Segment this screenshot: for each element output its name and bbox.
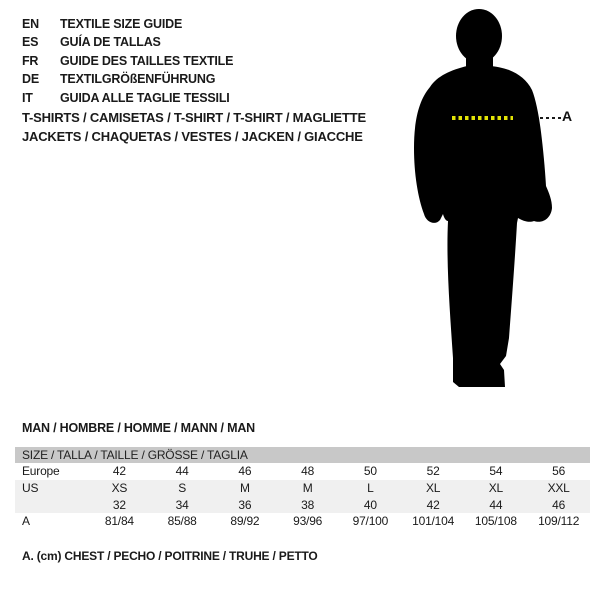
table-cell: 40 [363, 497, 377, 512]
table-cell: 46 [238, 464, 252, 478]
table-cell: 48 [301, 464, 315, 478]
table-cell: 105/108 [474, 514, 517, 529]
measurement-footnote: A. (cm) CHEST / PECHO / POITRINE / TRUHE / PETTO [22, 549, 318, 563]
row-label: US [22, 480, 39, 495]
table-row-chest-a [15, 513, 590, 530]
table-cell: 109/112 [538, 514, 580, 529]
table-cell: 34 [175, 497, 189, 512]
table-cell: M [239, 480, 250, 495]
table-cell: 81/84 [104, 514, 134, 529]
table-cell: L [367, 480, 374, 495]
table-cell: 97/100 [352, 514, 389, 529]
category-jackets: JACKETS / CHAQUETAS / VESTES / JACKEN / GIACCHE [22, 128, 363, 144]
table-cell: XS [111, 480, 128, 495]
size-table-body [15, 463, 590, 530]
section-title-man: MAN / HOMBRE / HOMME / MANN / MAN [22, 421, 255, 435]
language-row-it [22, 89, 233, 107]
table-row-us-letters [15, 480, 590, 497]
garment-categories [22, 109, 366, 146]
table-cell: 32 [112, 497, 126, 512]
language-label: TEXTILE SIZE GUIDE [60, 17, 183, 31]
language-code: FR [22, 53, 39, 68]
language-code: IT [22, 90, 33, 105]
size-table [15, 447, 590, 530]
language-code: DE [22, 72, 39, 87]
table-cell: 44 [489, 497, 503, 512]
table-cell: 52 [426, 464, 440, 478]
table-row-us-numeric [15, 497, 590, 514]
table-cell: 36 [238, 497, 252, 512]
table-cell: 101/104 [412, 514, 455, 529]
table-cell: XL [488, 480, 504, 495]
table-cell: 93/96 [293, 514, 323, 529]
language-code: ES [22, 35, 39, 50]
table-cell: M [302, 480, 313, 495]
table-cell: 42 [112, 464, 126, 478]
table-cell: 56 [552, 464, 566, 478]
language-row-es [22, 33, 233, 51]
table-cell: XXL [547, 480, 570, 495]
table-cell: 89/92 [230, 514, 260, 529]
table-cell: 85/88 [167, 514, 197, 529]
language-label: TEXTILGRÖßENFÜHRUNG [60, 72, 216, 87]
table-cell: S [178, 480, 187, 495]
language-code: EN [22, 17, 39, 31]
language-label: GUIDE DES TAILLES TEXTILE [60, 53, 234, 68]
man-silhouette-figure [405, 8, 565, 390]
language-row-de [22, 70, 233, 88]
row-label [15, 497, 88, 514]
measure-label-a: A [562, 108, 572, 124]
table-row-europe [15, 463, 590, 480]
language-list [22, 15, 233, 107]
category-tshirts: T-SHIRTS / CAMISETAS / T-SHIRT / T-SHIRT / MAGLIETTE [22, 110, 366, 125]
row-label: Europe [22, 464, 60, 478]
table-cell: 38 [301, 497, 315, 512]
language-row-en [22, 15, 233, 33]
table-cell: 54 [489, 464, 503, 478]
table-cell: XL [425, 480, 441, 495]
table-cell: 44 [175, 464, 189, 478]
table-cell: 50 [363, 464, 377, 478]
row-label: A [22, 514, 30, 529]
language-label: GUÍA DE TALLAS [60, 35, 161, 50]
table-cell: 46 [552, 497, 566, 512]
table-cell: 42 [426, 497, 440, 512]
language-label: GUIDA ALLE TAGLIE TESSILI [60, 90, 230, 105]
size-table-header: SIZE / TALLA / TAILLE / GRÖSSE / TAGLIA [15, 447, 590, 463]
language-row-fr [22, 52, 233, 70]
man-silhouette-icon [405, 8, 565, 390]
